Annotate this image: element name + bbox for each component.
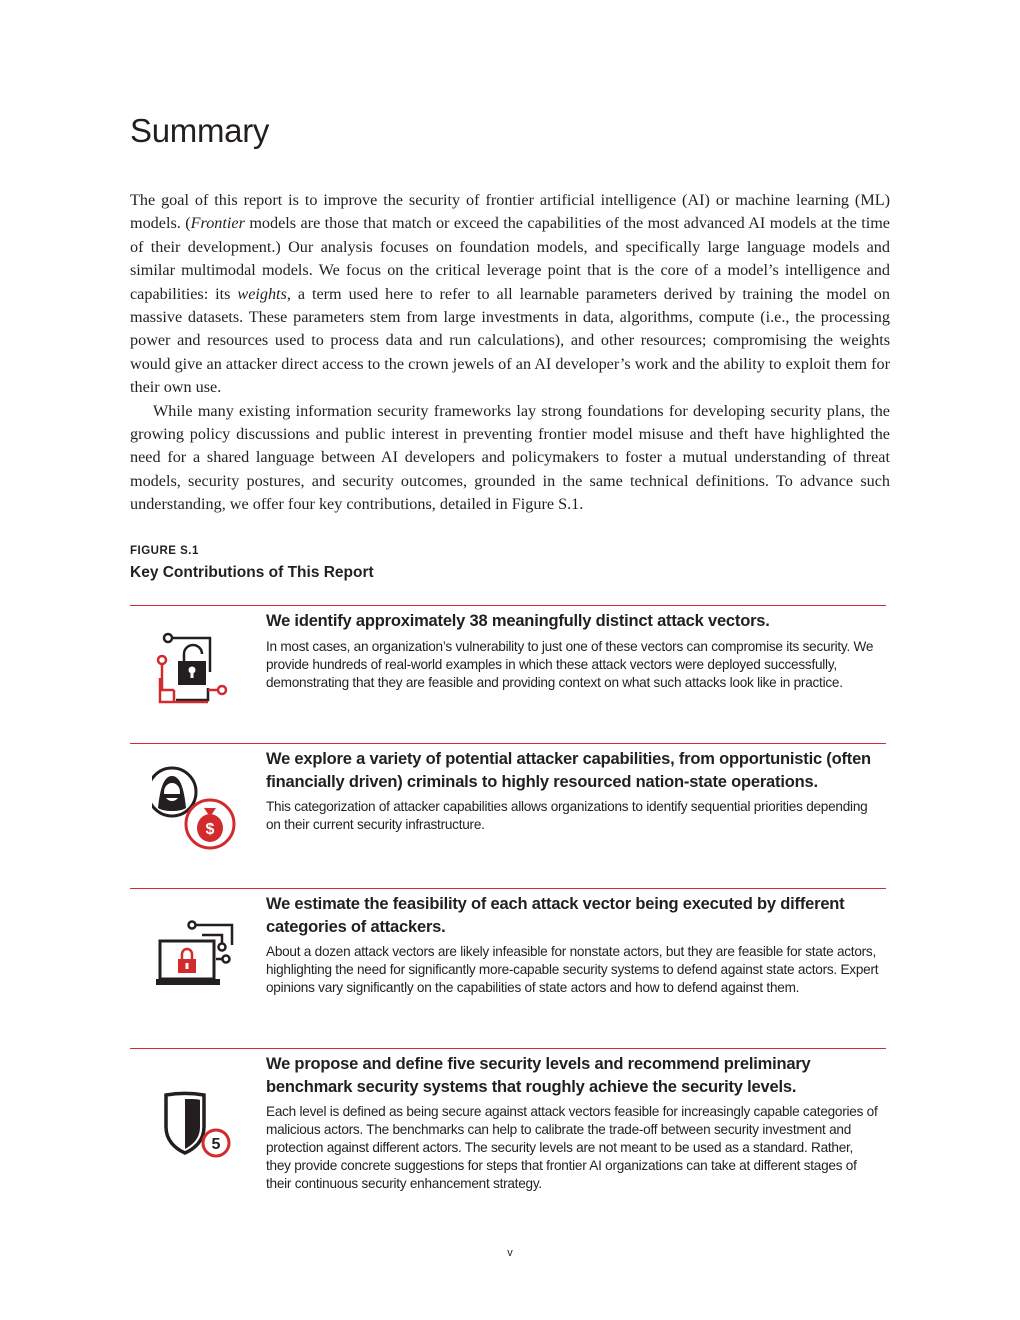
paragraph-1-text-a: The goal of this report is to improve the security of frontier artificial intelligence (AI) or machine learning (ML) models. ( xyxy=(130,191,890,233)
laptop-lock-network-icon xyxy=(152,919,236,1003)
contribution-1-heading: We identify approximately 38 meaningfully distinct attack vectors. xyxy=(266,612,770,630)
body-text xyxy=(130,189,890,517)
figure-label: FIGURE S.1 xyxy=(130,545,199,557)
contribution-3-description: About a dozen attack vectors are likely infeasible for nonstate actors, but they are feasible for state actors, highlighting the need for significantly more-capable security systems to defend against state actors. Expert opinions vary significantly on the capabilities of state actors and how to defend against them. xyxy=(266,944,879,995)
contribution-3-heading: We estimate the feasibility of each attack vector being executed by different categories of attackers. xyxy=(266,895,845,936)
contribution-1 xyxy=(130,605,886,690)
contribution-4-description: Each level is defined as being secure against attack vectors feasible for increasingly capable categories of malicious actors. The benchmarks can help to calibrate the trade-off between security investment and protection against different actors. The security levels are not meant to be used as a standard. Rather, they provide concrete suggestions for steps that frontier AI organizations can take at different stages of their continuous security enhancement strategy. xyxy=(266,1104,878,1191)
contribution-3 xyxy=(130,888,886,995)
svg-text:$: $ xyxy=(205,821,215,838)
paragraph-1-text-c: , a term used here to refer to all learnable parameters derived by training the model on massive datasets. These parameters stem from large investments in data, algorithms, compute (i.e., the processing power and resources used to process data and run calculations), and other resources; compromising the weights would give an attacker direct access to the crown jewels of an AI developer’s work and the ability to exploit them for their own use. xyxy=(130,284,890,397)
paragraph-1-emphasis-weights: weights xyxy=(237,284,287,303)
paragraph-1-emphasis-frontier: Frontier xyxy=(190,214,245,233)
contribution-2-description: This categorization of attacker capabilities allows organizations to identify sequential priorities depending on their current security infrastructure. xyxy=(266,799,868,832)
contribution-2 xyxy=(130,743,886,838)
hooded-attacker-money-bag-icon xyxy=(152,764,236,852)
figure-title: Key Contributions of This Report xyxy=(130,564,374,581)
paragraph-2: While many existing information security frameworks lay strong foundations for developing security plans, the growing policy discussions and public interest in preventing frontier model misuse and theft have highlighted the need for a shared language between AI developers and policymakers to foster a mutual understanding of threat models, security postures, and security outcomes, grounded in the same technical definitions. To advance such understanding, we offer four key contributions, detailed in Figure S.1. xyxy=(130,401,890,514)
shield-level-five-icon xyxy=(152,1089,236,1161)
page-title: Summary xyxy=(130,112,270,149)
padlock-circuit-icon xyxy=(152,628,236,712)
contribution-4-heading: We propose and define five security levels and recommend preliminary benchmark security systems that roughly achieve the security levels. xyxy=(266,1055,811,1096)
security-level-badge: 5 xyxy=(211,1136,221,1153)
contribution-4-text xyxy=(266,1053,880,1193)
contribution-4 xyxy=(130,1048,886,1191)
page-number: v xyxy=(507,1247,513,1259)
contribution-1-description: In most cases, an organization’s vulnerability to just one of these vectors can compromise its security. We provide hundreds of real-world examples in which these attack vectors were deployed successfully, demonstrating that they are feasible and providing context on what such attacks look like in practice. xyxy=(266,638,874,690)
contribution-2-heading: We explore a variety of potential attacker capabilities, from opportunistic (often financially driven) criminals to highly resourced nation-state operations. xyxy=(266,750,871,791)
contribution-3-text xyxy=(266,893,880,997)
paragraph-1-text-b: models are those that match or exceed the capabilities of the most advanced AI models at the time of their development.) Our analysis focuses on foundation models, and specifically large language models and similar multimodal models. We focus on the critical leverage point that is the core of a model’s intelligence and capabilities: its xyxy=(130,214,890,303)
contribution-1-text xyxy=(266,610,880,692)
contribution-2-text xyxy=(266,748,880,834)
paragraph-1 xyxy=(130,189,890,400)
